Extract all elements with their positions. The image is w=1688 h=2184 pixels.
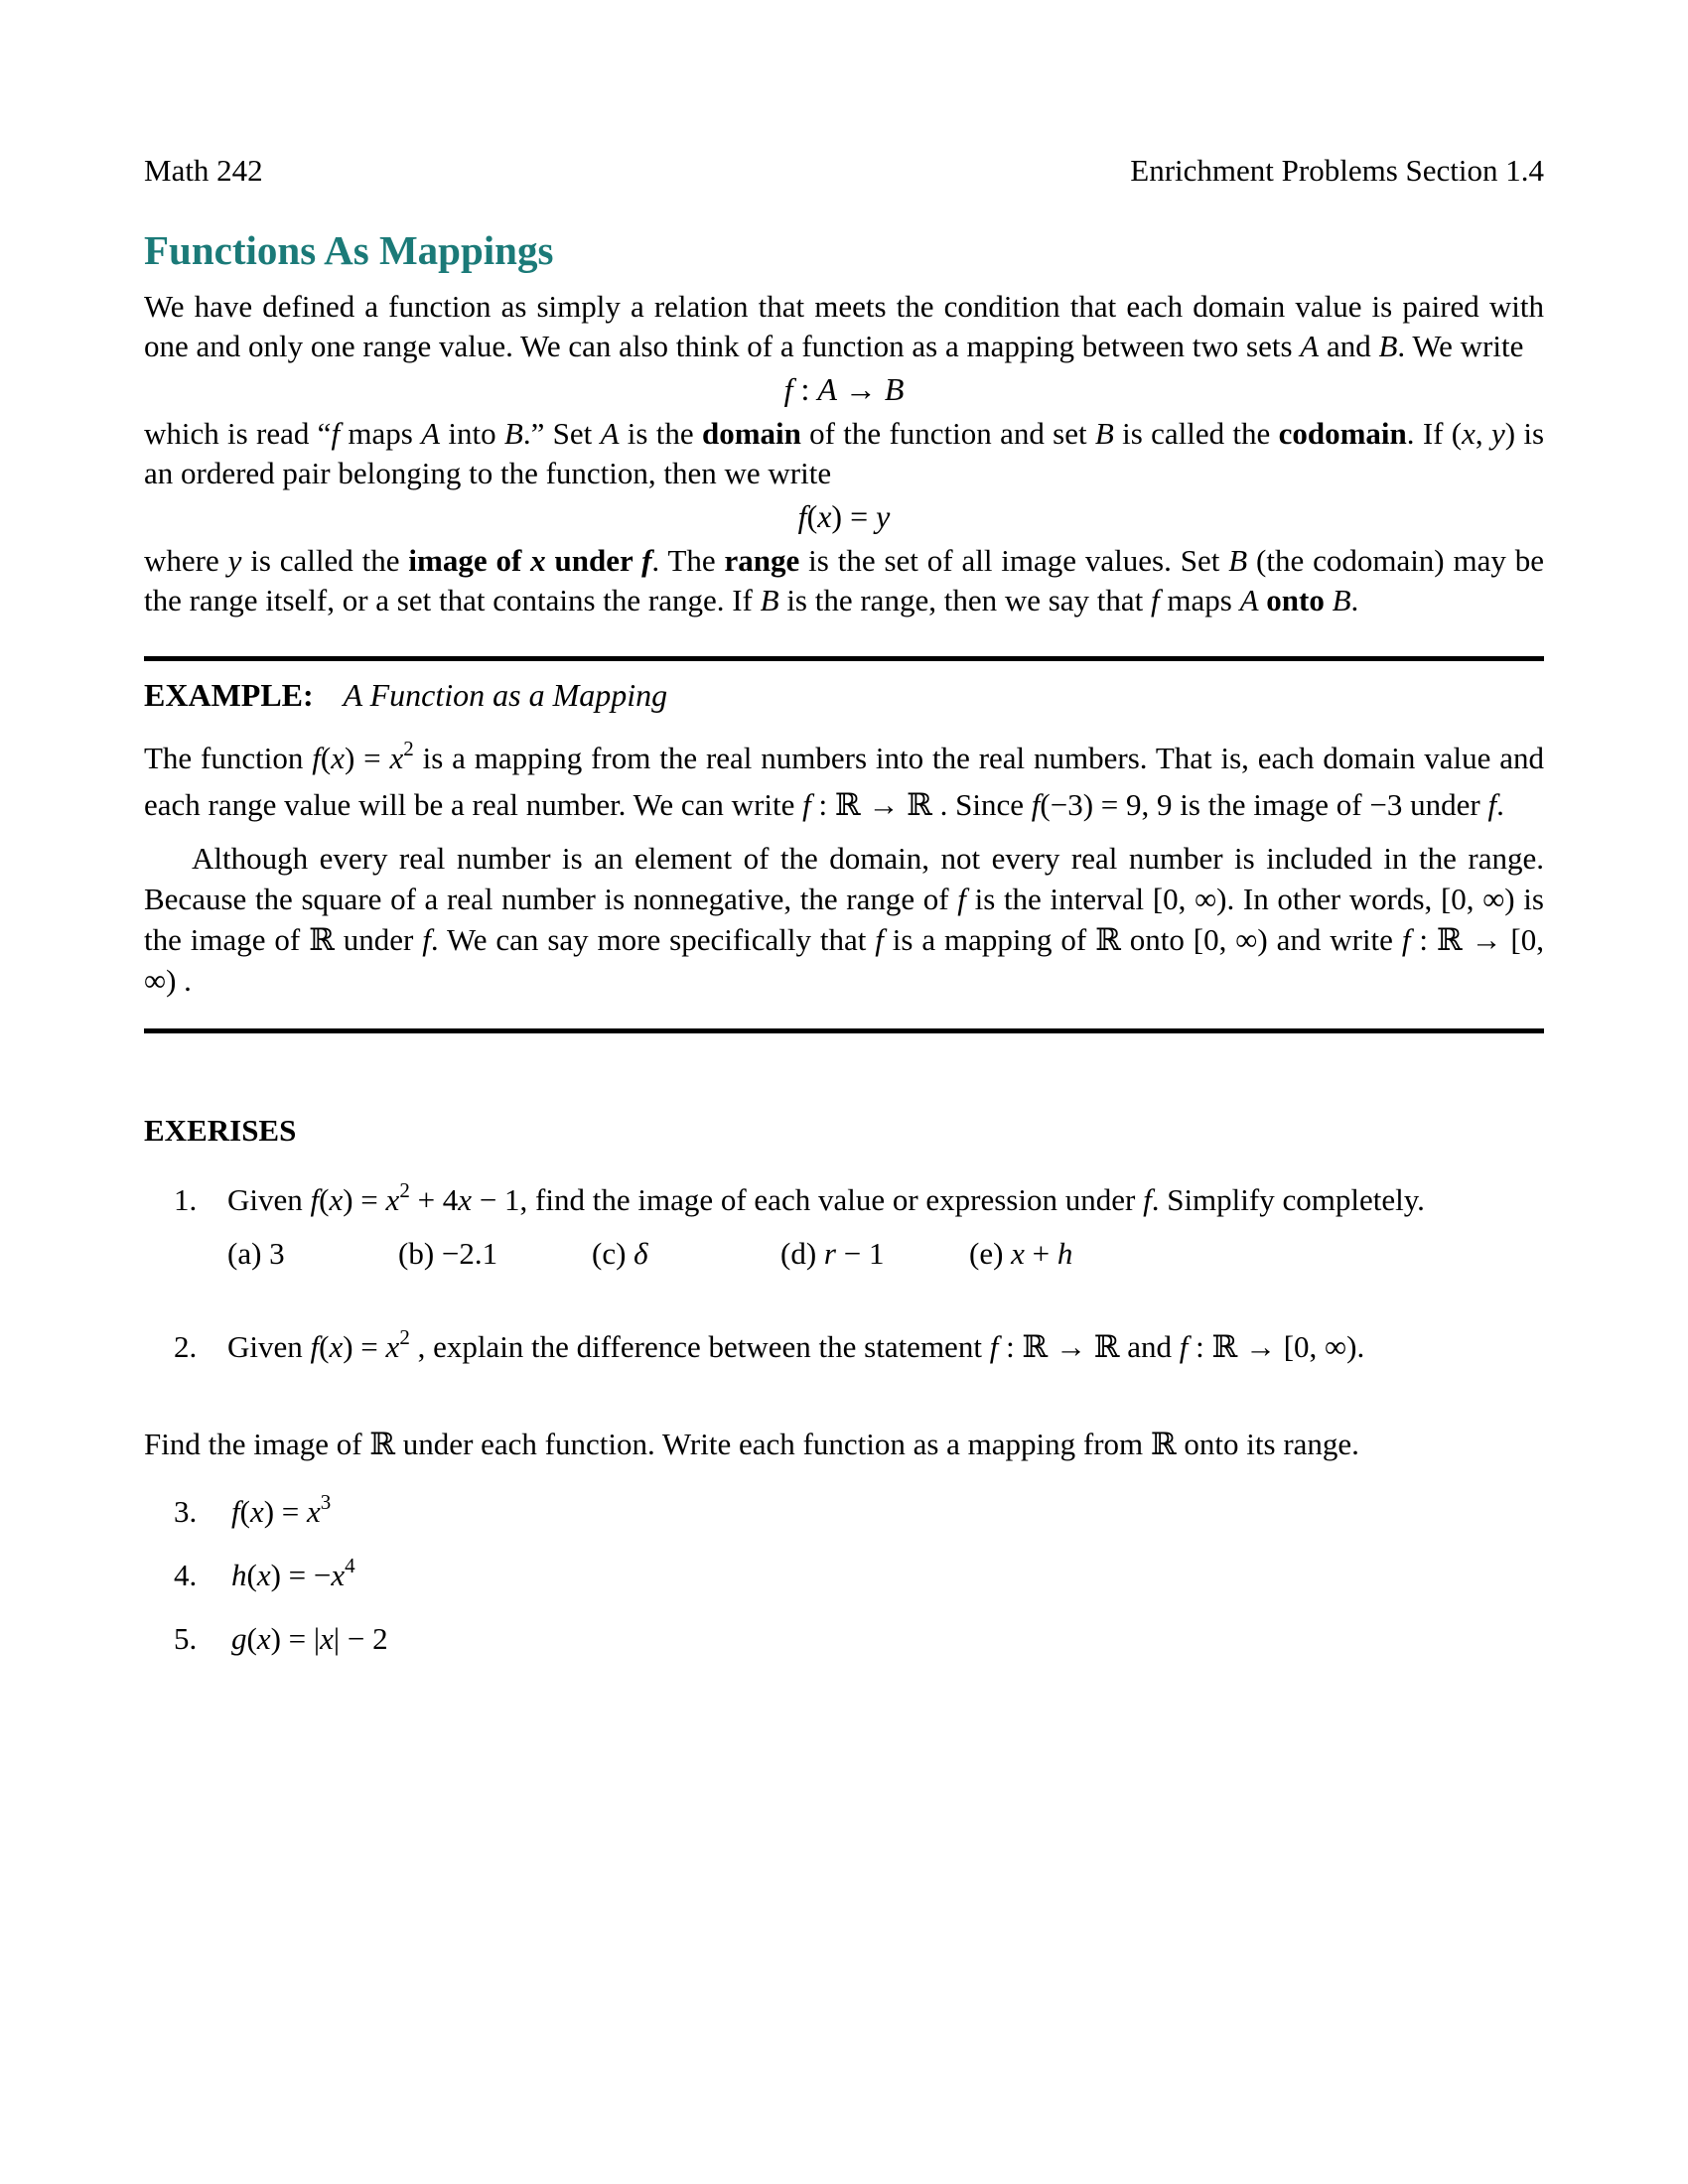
example-box (144, 656, 1544, 1033)
option-a: (a) 3 (227, 1236, 285, 1271)
exercise-item-5 (144, 1617, 1544, 1661)
example-title: A Function as a Mapping (343, 677, 668, 713)
section-label: Enrichment Problems Section 1.4 (1130, 153, 1544, 188)
intro-paragraph-1: We have defined a function as simply a relation that meets the condition that each domain value is paired with one and only one range value. We can also think of a function as a mapping between two sets A and B. We write (144, 289, 1544, 363)
page-header (144, 154, 1544, 188)
exercise-number-2: 2. (174, 1329, 198, 1364)
exercise-text-1: Given $f(x) = x^2 + 4x - 1$, find the image of each value or expression under f. Simplify completely. (227, 1178, 1425, 1217)
exercise-item-4 (144, 1554, 1544, 1597)
exercise-item-1 (144, 1178, 1544, 1222)
example-heading (144, 677, 1544, 713)
exercise-number-4: 4. (174, 1558, 198, 1592)
option-e: (e) x + h (969, 1236, 1073, 1271)
exercise-text-2: Given $f(x) = x^2$ , explain the difference between the statement f : ℝ → ℝ and f : ℝ → [0, ∞). (227, 1325, 1365, 1364)
exercise-text-3: $f(x) = x^3$ (231, 1490, 332, 1529)
exercise-item-2 (144, 1325, 1544, 1369)
exercise-text-5: g(x) = |x| − 2 (231, 1621, 388, 1656)
course-label: Math 242 (144, 153, 263, 188)
exercise-number-3: 3. (174, 1494, 198, 1529)
exercise-number-1: 1. (174, 1182, 198, 1217)
formula-f-of-x-equals-y: f(x) = y (797, 498, 891, 534)
exercise-text-4: $h(x) = -x^4$ (231, 1554, 355, 1592)
example-paragraph-2: Although every real number is an element of the domain, not every real number is included in the range. Because the square of a real number is nonnegative, the range of f is the interval [0, ∞). In other words, [0, ∞) is the image of ℝ under f. We can say more specifically that f is a mapping of ℝ onto [0, ∞) and write f : ℝ → [0, ∞) . (144, 841, 1544, 998)
option-b: (b) −2.1 (398, 1236, 498, 1271)
formula-f-maps-A-to-B: f : A → B (783, 371, 905, 407)
page-title: Functions As Mappings (144, 227, 554, 273)
option-c: (c) δ (592, 1236, 648, 1271)
intro-paragraph-3: where y is called the image of x under f. The range is the set of all image values. Set B (the codomain) may be the range itself, or a set that contains the range. If B is the range, then we say that f maps A onto B. (144, 543, 1544, 617)
exercise-number-5: 5. (174, 1621, 198, 1656)
example-paragraph-1: The function $f(x) = x^2$ is a mapping from the real numbers into the real numbers. That is, each domain value and each range value will be a real number. We can write f : ℝ → ℝ . Since f(−3) = 9, 9 is the image of −3 under f. (144, 737, 1545, 822)
exercises-heading: EXERISES (144, 1113, 297, 1148)
option-d: (d) r − 1 (780, 1236, 885, 1271)
exercise-item-3 (144, 1490, 1544, 1534)
example-label: EXAMPLE: (144, 677, 314, 713)
intro-paragraph-2: which is read “f maps A into B.” Set A is the domain of the function and set B is called the codomain. If (x, y) is an ordered pair belonging to the function, then we write (144, 416, 1545, 490)
exercise-1-options-row (144, 1234, 1544, 1274)
instruction-paragraph: Find the image of ℝ under each function. Write each function as a mapping from ℝ onto its range. (144, 1427, 1359, 1461)
